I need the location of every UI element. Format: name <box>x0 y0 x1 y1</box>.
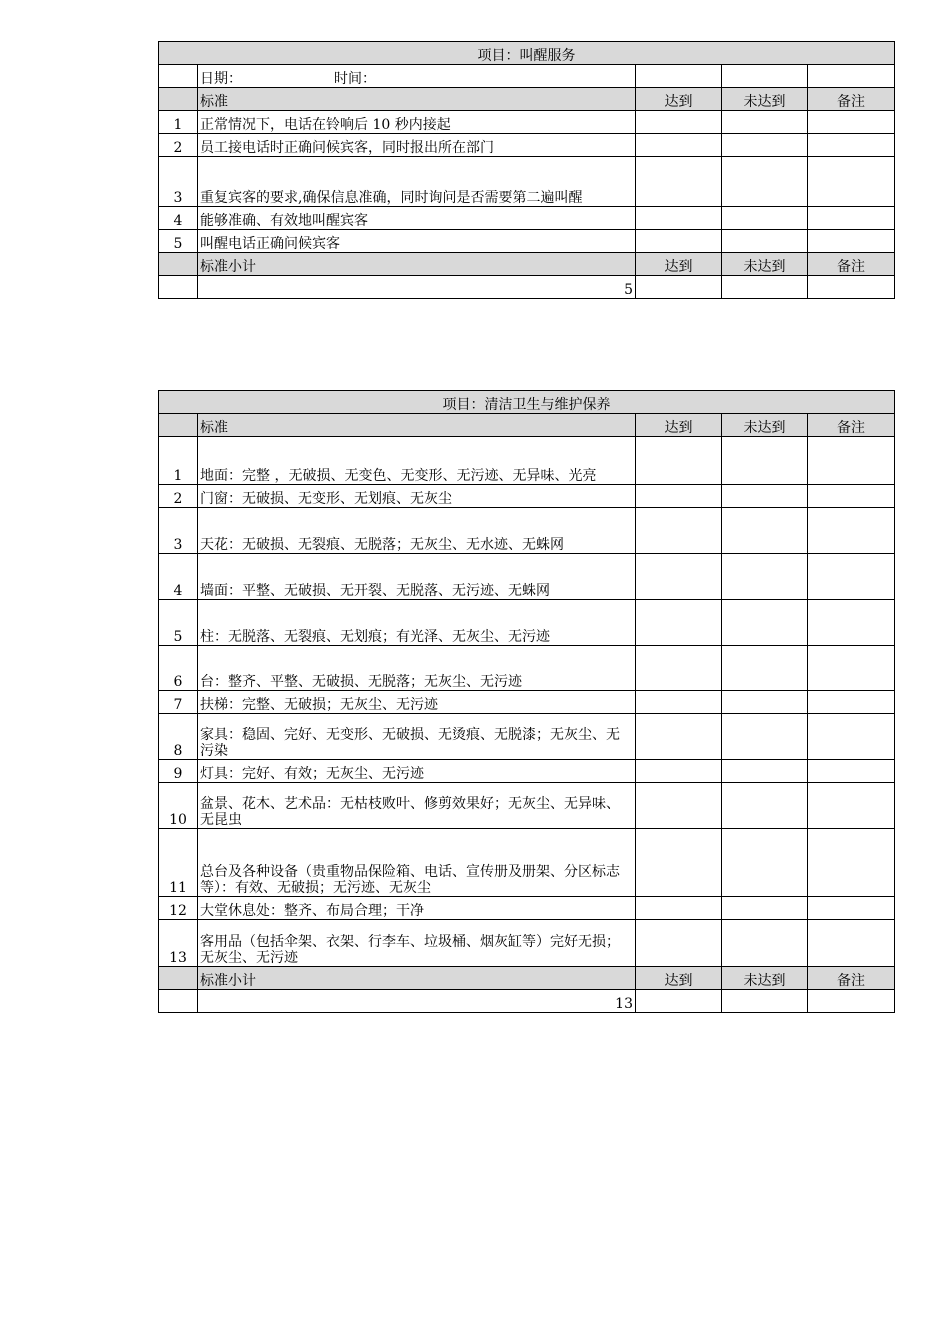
cleaning-maintenance-table <box>158 390 895 1013</box>
row-standard: 盆景、花木、艺术品：无枯枝败叶、修剪效果好；无灰尘、无异味、无昆虫 <box>198 783 636 829</box>
subtotal-note: 备注 <box>808 967 895 990</box>
header-met: 达到 <box>636 88 722 111</box>
header-standard: 标准 <box>198 88 636 111</box>
row-standard: 总台及各种设备（贵重物品保险箱、电话、宣传册及册架、分区标志等）：有效、无破损；无污迹、无灰尘 <box>198 829 636 897</box>
met-cell[interactable] <box>636 554 722 600</box>
subtotal-not-met: 未达到 <box>722 967 808 990</box>
row-number: 2 <box>159 134 198 157</box>
header-note: 备注 <box>808 88 895 111</box>
note-cell[interactable] <box>808 783 895 829</box>
row-number: 1 <box>159 437 198 485</box>
met-cell[interactable] <box>636 829 722 897</box>
note-cell[interactable] <box>808 230 895 253</box>
header-not-met: 未达到 <box>722 414 808 437</box>
met-cell[interactable] <box>636 646 722 691</box>
row-number: 1 <box>159 111 198 134</box>
not-met-cell[interactable] <box>722 437 808 485</box>
subtotal-note: 备注 <box>808 253 895 276</box>
subtotal-not-met: 未达到 <box>722 253 808 276</box>
note-cell[interactable] <box>808 897 895 920</box>
row-number: 12 <box>159 897 198 920</box>
table-row <box>159 897 895 920</box>
row-standard: 地面：完整 ，无破损、无变色、无变形、无污迹、无异味、光亮 <box>198 437 636 485</box>
met-cell[interactable] <box>636 920 722 967</box>
table-row <box>159 508 895 554</box>
met-cell[interactable] <box>636 230 722 253</box>
note-cell[interactable] <box>808 485 895 508</box>
not-met-cell[interactable] <box>722 783 808 829</box>
met-cell[interactable] <box>636 508 722 554</box>
row-standard: 能够准确、有效地叫醒宾客 <box>198 207 636 230</box>
row-number: 2 <box>159 485 198 508</box>
row-number: 5 <box>159 600 198 646</box>
row-number: 8 <box>159 714 198 760</box>
table-row <box>159 646 895 691</box>
table-row <box>159 600 895 646</box>
row-standard: 台：整齐、平整、无破损、无脱落；无灰尘、无污迹 <box>198 646 636 691</box>
met-cell[interactable] <box>636 111 722 134</box>
row-number: 7 <box>159 691 198 714</box>
row-standard: 灯具：完好、有效；无灰尘、无污迹 <box>198 760 636 783</box>
note-cell[interactable] <box>808 134 895 157</box>
row-standard: 柱：无脱落、无裂痕、无划痕；有光泽、无灰尘、无污迹 <box>198 600 636 646</box>
met-cell[interactable] <box>636 714 722 760</box>
table-row <box>159 920 895 967</box>
met-cell[interactable] <box>636 691 722 714</box>
row-standard: 员工接电话时正确问候宾客，同时报出所在部门 <box>198 134 636 157</box>
row-standard: 客用品（包括伞架、衣架、行李车、垃圾桶、烟灰缸等）完好无损；无灰尘、无污迹 <box>198 920 636 967</box>
note-cell[interactable] <box>808 646 895 691</box>
row-number: 13 <box>159 920 198 967</box>
row-number: 9 <box>159 760 198 783</box>
met-cell[interactable] <box>636 600 722 646</box>
row-standard: 墙面：平整、无破损、无开裂、无脱落、无污迹、无蛛网 <box>198 554 636 600</box>
table-row <box>159 760 895 783</box>
table-row <box>159 230 895 253</box>
met-cell[interactable] <box>636 760 722 783</box>
not-met-cell[interactable] <box>722 760 808 783</box>
not-met-cell[interactable] <box>722 134 808 157</box>
row-standard: 重复宾客的要求,确保信息准确，同时询问是否需要第二遍叫醒 <box>198 157 636 207</box>
row-number: 4 <box>159 554 198 600</box>
subtotal-label: 标准小计 <box>198 967 636 990</box>
row-number: 5 <box>159 230 198 253</box>
wakeup-service-table <box>158 41 895 299</box>
row-number: 4 <box>159 207 198 230</box>
note-cell[interactable] <box>808 920 895 967</box>
row-number: 3 <box>159 508 198 554</box>
row-number: 6 <box>159 646 198 691</box>
date-time-cell[interactable] <box>198 65 636 88</box>
table-title: 项目：清洁卫生与维护保养 <box>159 391 895 414</box>
subtotal-value: 5 <box>198 276 636 299</box>
table-row <box>159 714 895 760</box>
table-row <box>159 829 895 897</box>
not-met-cell[interactable] <box>722 691 808 714</box>
time-label: 时间： <box>334 71 376 87</box>
table-title: 项目：叫醒服务 <box>159 42 895 65</box>
not-met-cell[interactable] <box>722 714 808 760</box>
met-cell[interactable] <box>636 783 722 829</box>
row-standard: 扶梯：完整、无破损；无灰尘、无污迹 <box>198 691 636 714</box>
row-number: 11 <box>159 829 198 897</box>
not-met-cell[interactable] <box>722 897 808 920</box>
table-row <box>159 207 895 230</box>
subtotal-met: 达到 <box>636 967 722 990</box>
subtotal-value: 13 <box>198 990 636 1013</box>
note-cell[interactable] <box>808 829 895 897</box>
note-cell[interactable] <box>808 554 895 600</box>
not-met-cell[interactable] <box>722 554 808 600</box>
note-cell[interactable] <box>808 111 895 134</box>
table-row <box>159 783 895 829</box>
date-label: 日期： <box>200 71 242 87</box>
met-cell[interactable] <box>636 157 722 207</box>
row-standard: 天花：无破损、无裂痕、无脱落；无灰尘、无水迹、无蛛网 <box>198 508 636 554</box>
met-cell[interactable] <box>636 207 722 230</box>
not-met-cell[interactable] <box>722 600 808 646</box>
not-met-cell[interactable] <box>722 207 808 230</box>
table-row <box>159 437 895 485</box>
met-cell[interactable] <box>636 437 722 485</box>
met-cell[interactable] <box>636 134 722 157</box>
not-met-cell[interactable] <box>722 829 808 897</box>
row-standard: 门窗：无破损、无变形、无划痕、无灰尘 <box>198 485 636 508</box>
note-cell[interactable] <box>808 760 895 783</box>
table-row <box>159 134 895 157</box>
not-met-cell[interactable] <box>722 646 808 691</box>
not-met-cell[interactable] <box>722 485 808 508</box>
header-note: 备注 <box>808 414 895 437</box>
header-met: 达到 <box>636 414 722 437</box>
met-cell[interactable] <box>636 897 722 920</box>
not-met-cell[interactable] <box>722 230 808 253</box>
row-standard: 叫醒电话正确问候宾客 <box>198 230 636 253</box>
row-standard: 大堂休息处：整齐、布局合理；干净 <box>198 897 636 920</box>
note-cell[interactable] <box>808 714 895 760</box>
note-cell[interactable] <box>808 157 895 207</box>
note-cell[interactable] <box>808 508 895 554</box>
row-number: 3 <box>159 157 198 207</box>
met-cell[interactable] <box>636 485 722 508</box>
table-row <box>159 157 895 207</box>
not-met-cell[interactable] <box>722 920 808 967</box>
subtotal-label: 标准小计 <box>198 253 636 276</box>
table-row <box>159 111 895 134</box>
header-standard: 标准 <box>198 414 636 437</box>
row-standard: 家具：稳固、完好、无变形、无破损、无烫痕、无脱漆；无灰尘、无污染 <box>198 714 636 760</box>
table-row <box>159 485 895 508</box>
row-number: 10 <box>159 783 198 829</box>
not-met-cell[interactable] <box>722 508 808 554</box>
note-cell[interactable] <box>808 437 895 485</box>
note-cell[interactable] <box>808 600 895 646</box>
row-standard: 正常情况下，电话在铃响后 10 秒内接起 <box>198 111 636 134</box>
not-met-cell[interactable] <box>722 157 808 207</box>
table-row <box>159 691 895 714</box>
note-cell[interactable] <box>808 207 895 230</box>
table-row <box>159 554 895 600</box>
note-cell[interactable] <box>808 691 895 714</box>
header-not-met: 未达到 <box>722 88 808 111</box>
subtotal-met: 达到 <box>636 253 722 276</box>
not-met-cell[interactable] <box>722 111 808 134</box>
